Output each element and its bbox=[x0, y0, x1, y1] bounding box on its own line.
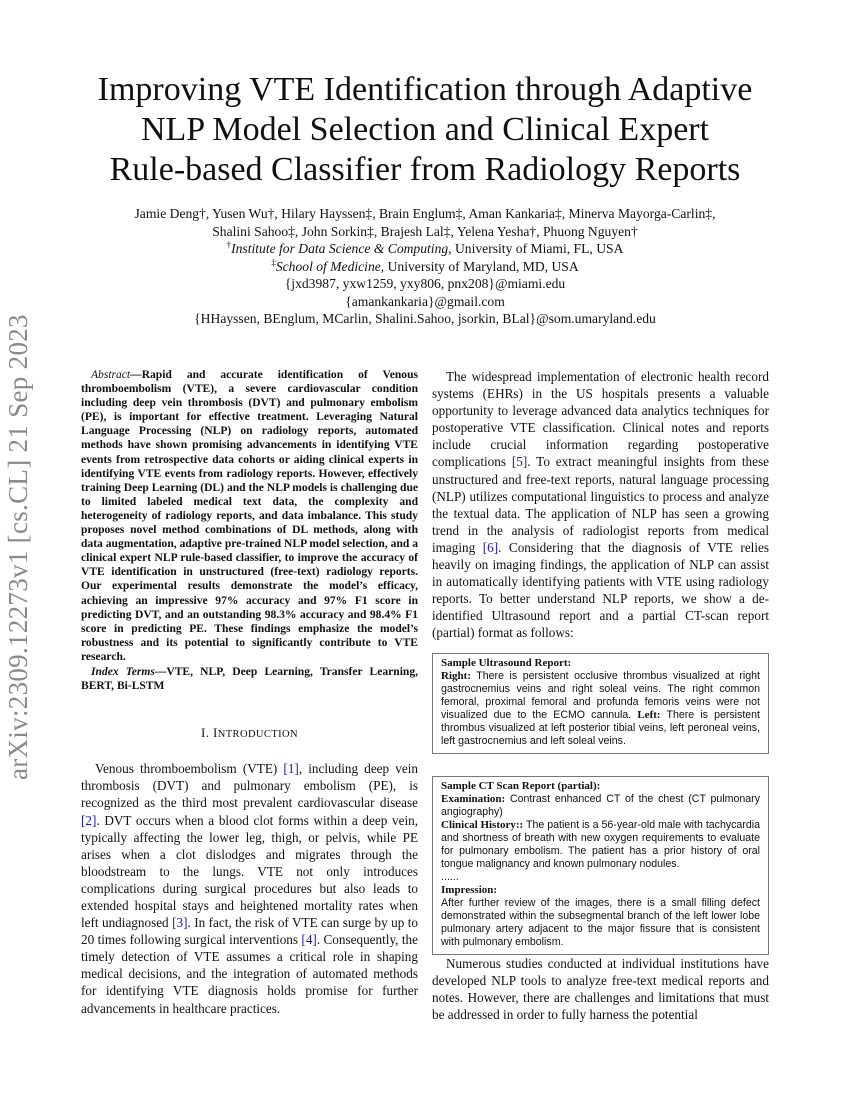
right-column bbox=[432, 368, 769, 1023]
citation-link[interactable]: [4] bbox=[301, 932, 317, 948]
author-line: Shalini Sahoo‡, John Sorkin‡, Brajesh Lal‡, Yelena Yesha†, Phuong Nguyen† bbox=[212, 223, 638, 239]
citation-link[interactable]: [6] bbox=[482, 539, 499, 555]
arxiv-identifier: arXiv:2309.12273v1 [cs.CL] 21 Sep 2023 bbox=[3, 314, 33, 780]
studies-paragraph: Numerous studies conducted at individual institutions have developed NLP tools to analyze free-text medical reports and notes. However, there are challenges and limitations that must be addressed in order to fully harness the potential bbox=[432, 955, 769, 1022]
ultrasound-box-body: Right: There is persistent occlusive thrombus visualized at right gastrocnemius veins and right soleal veins. The right common femoral, proximal femoral and profunda femoris veins were not visualized due to the ECMO cannula. Left: There is persistent thrombus visualized at left posterior tibial veins, left peroneal veins, left gastrocnemius and left soleal veins. bbox=[441, 669, 760, 747]
title-line: Rule-based Classifier from Radiology Reports bbox=[109, 151, 741, 188]
email-line: {amankankaria}@gmail.com bbox=[345, 293, 505, 309]
affiliation-2: ‡School of Medicine, University of Maryland, MD, USA bbox=[271, 256, 579, 274]
ct-impression-label: Impression: bbox=[441, 883, 498, 896]
left-column bbox=[81, 368, 418, 1017]
author-line: Jamie Deng†, Yusen Wu†, Hilary Hayssen‡, Brain Englum‡, Aman Kankaria‡, Minerva Mayorga-Carlin‡, bbox=[134, 206, 716, 221]
ehr-paragraph: The widespread implementation of electronic health record systems (EHRs) in the US hospitals presents a valuable opportunity to leverage advanced data analytics techniques for postoperative VTE classification. Clinical notes and reports include crucial information regarding postoperative complications [5]. To extract meaningful insights from these unstructured and free-text reports, natural language processing (NLP) utilizes computational linguistics to process and analyze the textual data. The application of NLP has seen a growing trend in the analysis of radiologist reports from medical imaging [6]. Considering that the diagnosis of VTE relies heavily on imaging findings, the application of NLP can assist in automatically identifying patients with VTE using radiology reports. To better understand NLP reports, we show a de-identified Ultrasound report and a partial CT-scan report (partial) format as follows: bbox=[432, 369, 769, 641]
title-line: NLP Model Selection and Clinical Expert bbox=[140, 111, 710, 148]
ct-impression-text: After further review of the images, there is a small filling defect demonstrated within the subsegmental branch of the left lower lobe pulmonary artery adjacent to the major fissure that is consistent with pulmonary embolism. bbox=[441, 896, 760, 948]
intro-paragraph: Venous thromboembolism (VTE) [1], including deep vein thrombosis (DVT) and pulmonary embolism (PE), is recognized as the third most prevalent cardiovascular disease [2]. DVT occurs when a blood clot forms within a deep vein, typically affecting the lower leg, thigh, or pelvis, while PE arises when a clot dislodges and migrates through the bloodstream to the lungs. VTE not only introduces complications during surgical procedures but also leads to extended hospital stays and heightened mortality rates when left undiagnosed [3]. In fact, the risk of VTE can surge by up to 20 times following surgical interventions [4]. Consequently, the timely detection of VTE assumes a critical role in shaping medical decisions, and the integration of automated methods for identifying VTE diagnosis holds promise for further advancements in healthcare practices. bbox=[81, 761, 418, 1016]
ultrasound-report-box bbox=[432, 653, 769, 754]
ct-clinical-history: Clinical History:: The patient is a 56-year-old male with tachycardia and shortness of breath with new oxygen requirements to evaluate for pulmonary embolism. The patient has a prior history of oral tongue malignancy and known pulmonary nodules. bbox=[441, 818, 760, 870]
ultrasound-box-title: Sample Ultrasound Report: bbox=[441, 656, 572, 669]
citation-link[interactable]: [2] bbox=[81, 812, 97, 828]
section-heading-introduction: I. INTRODUCTION bbox=[201, 725, 298, 741]
ct-ellipsis: ...... bbox=[441, 870, 459, 883]
affiliation-1: †Institute for Data Science & Computing, University of Miami, FL, USA bbox=[226, 239, 624, 256]
email-line: {HHayssen, BEnglum, MCarlin, Shalini.Sahoo, jsorkin, BLal}@som.umaryland.edu bbox=[194, 311, 656, 326]
title-line: Improving VTE Identification through Adaptive bbox=[97, 71, 753, 108]
ct-report-box bbox=[432, 776, 769, 955]
abstract-text: —Rapid and accurate identification of Venous thromboembolism (VTE), a severe cardiovascular condition including deep vein thrombosis (DVT) and pulmonary embolism (PE), is important for effective treatment. Leveraging Natural Language Processing (NLP) on radiology reports, automated methods have shown promising advancements in identifying VTE events from retrospective data cohorts or aiding clinical experts in identifying VTE events from radiology reports. However, effectively training Deep Learning (DL) and the NLP models is challenging due to limited labeled medical text data, the complexity and heterogeneity of radiology reports, and data imbalance. This study proposes novel method combinations of DL methods, along with data augmentation, adaptive pre-trained NLP model selection, and a clinical expert NLP rule-based classifier, to improve the accuracy of VTE identification in unstructured (free-text) radiology reports. Our experimental results demonstrate the model’s efficacy, achieving an impressive 97% accuracy and 97% F1 score in predicting DVT, and an outstanding 98.3% accuracy and 98.4% F1 score in predicting PE. These findings emphasize the model’s robustness and its potential to significantly contribute to VTE research. bbox=[81, 369, 418, 663]
abstract-label: Abstract bbox=[91, 369, 131, 381]
citation-link[interactable]: [3] bbox=[172, 915, 188, 931]
author-block bbox=[60, 205, 790, 328]
index-terms-text: —VTE, NLP, Deep Learning, Transfer Learning, BERT, Bi-LSTM bbox=[81, 665, 418, 693]
index-terms bbox=[81, 665, 418, 693]
citation-link[interactable]: [1] bbox=[283, 761, 299, 777]
abstract bbox=[81, 368, 418, 664]
index-terms-label: Index Terms bbox=[91, 665, 155, 678]
ct-examination: Examination: Contrast enhanced CT of the chest (CT pulmonary angiography) bbox=[441, 792, 760, 818]
paper-title bbox=[60, 70, 790, 190]
email-line: {jxd3987, yxw1259, yxy806, pnx208}@miami.edu bbox=[284, 276, 566, 291]
citation-link[interactable]: [5] bbox=[511, 454, 528, 470]
ct-box-title: Sample CT Scan Report (partial): bbox=[441, 779, 601, 792]
